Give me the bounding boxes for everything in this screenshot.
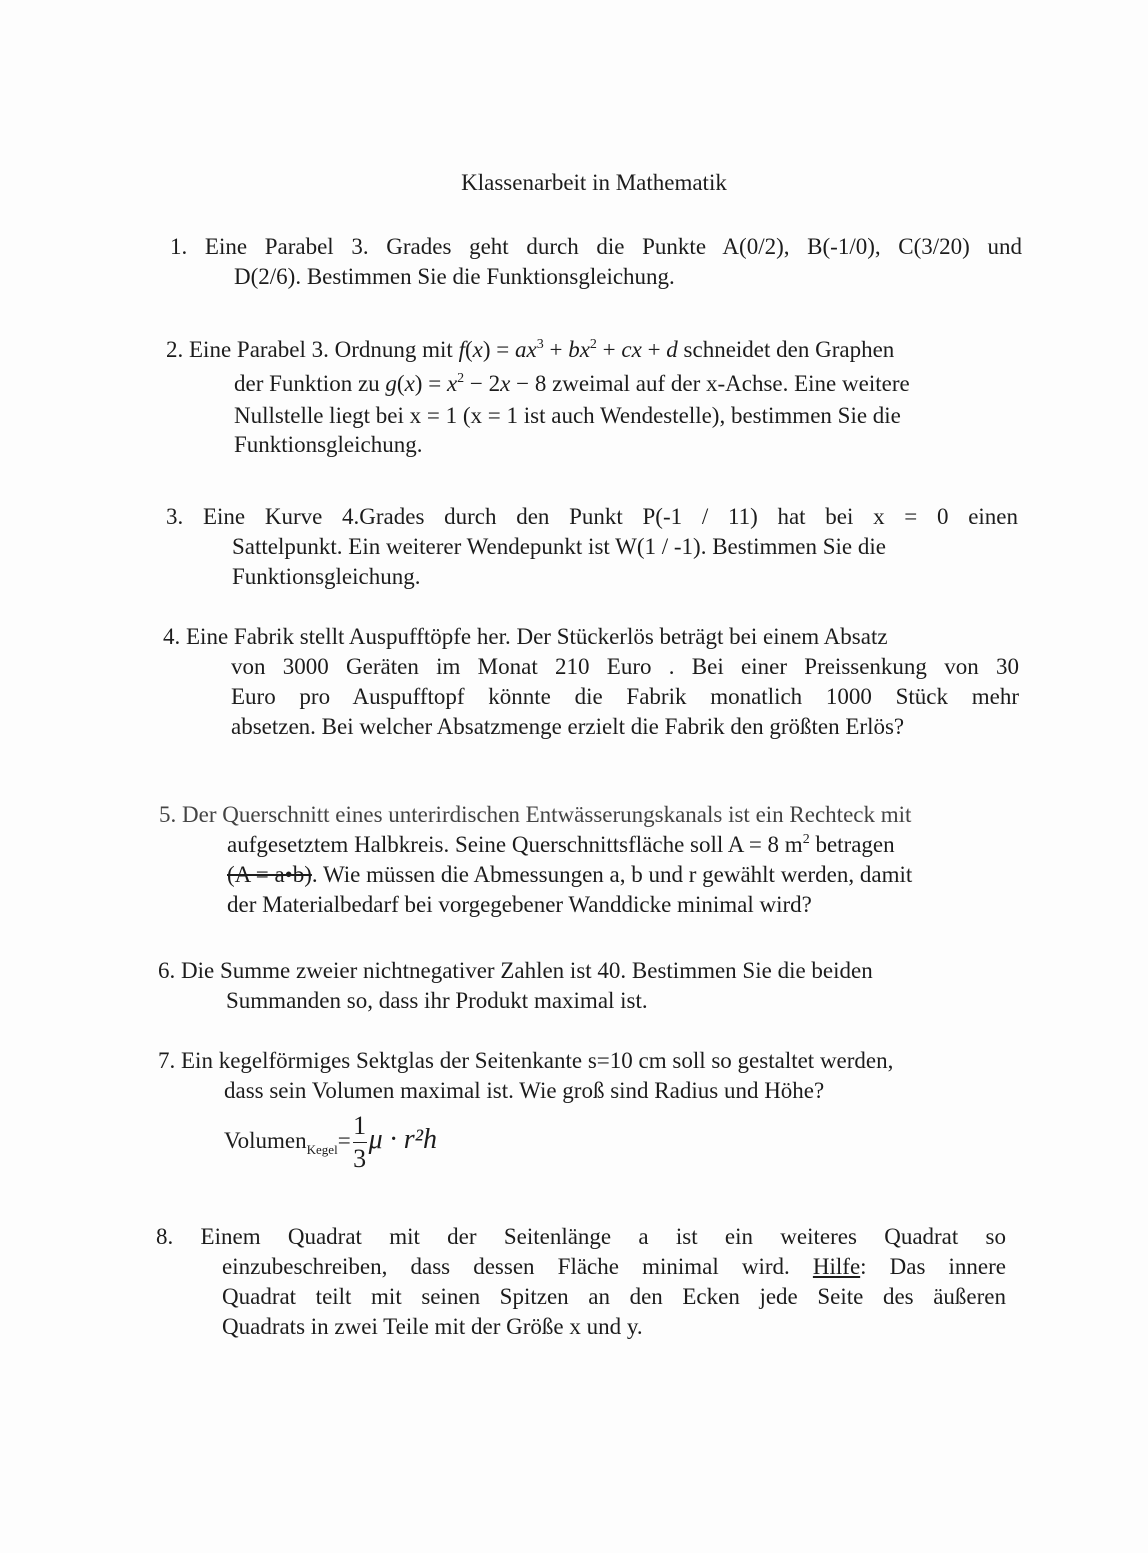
- f-formula-eq: ) =: [482, 337, 515, 362]
- formula-fraction: [353, 1112, 367, 1173]
- task-4-line-2: von 3000 Geräten im Monat 210 Euro . Bei einer Preissenkung von 30: [231, 654, 1019, 679]
- area-exponent: 2: [802, 832, 810, 847]
- f-term-b: bx: [568, 337, 590, 362]
- task-number: 6.: [158, 958, 176, 983]
- fraction-denominator: 3: [353, 1144, 367, 1173]
- task-2-line-2: der Funktion zu $g(x) = x^2 - 2x - 8$ zweimal auf der x-Achse. Eine weitere: [234, 371, 910, 396]
- task-text: zweimal auf der x-Achse. Eine weitere: [552, 371, 910, 396]
- task-text: aufgesetztem Halbkreis. Seine Querschnittsfläche soll A = 8 m: [227, 832, 803, 857]
- task-8-line-1: [156, 1222, 1006, 1252]
- hint-label: Hilfe: [812, 1254, 861, 1279]
- task-text: . Wie müssen die Abmessungen a, b und r gewählt werden, damit: [311, 862, 913, 887]
- task-number: 7.: [158, 1048, 176, 1073]
- task-1-line-2: D(2/6). Bestimmen Sie die Funktionsgleichung.: [234, 264, 675, 289]
- task-text: der Funktion zu: [234, 371, 380, 396]
- task-8-line-4: Quadrats in zwei Teile mit der Größe x und y.: [222, 1314, 643, 1339]
- task-1-line-1: [170, 232, 1022, 262]
- task-3: [166, 502, 1018, 592]
- task-number: 1.: [170, 234, 188, 259]
- task-6-line-2: Summanden so, dass ihr Produkt maximal ist.: [226, 988, 648, 1013]
- page-title: Klassenarbeit in Mathematik: [461, 170, 727, 195]
- task-3-line-3: Funktionsgleichung.: [232, 564, 421, 589]
- task-2-line-4: Funktionsgleichung.: [234, 432, 423, 457]
- task-number: 2.: [166, 337, 184, 362]
- task-7-line-2: dass sein Volumen maximal ist. Wie groß sind Radius und Höhe?: [224, 1078, 825, 1103]
- task-4-line-4: absetzen. Bei welcher Absatzmenge erzielt die Fabrik den größten Erlös?: [231, 714, 905, 739]
- fraction-bar: [353, 1142, 367, 1143]
- task-2-line-1: 2. Eine Parabel 3. Ordnung mit $f(x) = ax^3 + bx^2$ + cx + d schneidet den Graphen: [166, 333, 1026, 367]
- task-6-line-1: [158, 956, 1014, 986]
- task-5-line-3: [159, 860, 1015, 890]
- task-text: Eine Parabel 3. Grades geht durch die Punkte A(0/2), B(-1/0), C(3/20) und: [204, 234, 1023, 259]
- task-6: [158, 956, 1014, 1016]
- task-number: 4.: [163, 624, 181, 649]
- task-number: 3.: [166, 504, 184, 529]
- g-term-2x: x: [500, 371, 511, 396]
- task-5-line-4: der Materialbedarf bei vorgegebener Wanddicke minimal wird?: [227, 892, 812, 917]
- task-text: Ein kegelförmiges Sektglas der Seitenkante s=10 cm soll so gestaltet werden,: [181, 1048, 894, 1073]
- f-formula-paren: (: [464, 337, 473, 362]
- task-text: Die Summe zweier nichtnegativer Zahlen ist 40. Bestimmen Sie die beiden: [181, 958, 873, 983]
- g-formula: g: [385, 371, 397, 396]
- formula-label: Volumen: [224, 1127, 307, 1153]
- f-formula-var: x: [472, 337, 483, 362]
- f-exp-2: 2: [589, 337, 597, 352]
- task-5-line-1: [159, 800, 1015, 830]
- task-8-line-2: [156, 1252, 1006, 1282]
- f-term-c: cx: [621, 337, 642, 362]
- g-formula-var: x: [404, 371, 415, 396]
- task-4-line-1: [163, 622, 1019, 652]
- task-7-line-1: [158, 1046, 1014, 1076]
- fraction-numerator: 1: [353, 1111, 367, 1140]
- f-term-d: d: [666, 337, 678, 362]
- formula-equals: =: [337, 1127, 351, 1153]
- task-1: [170, 232, 1022, 292]
- task-text: : Das innere: [860, 1254, 1007, 1279]
- task-5: [159, 800, 1015, 920]
- struck-formula: (A = a•b): [227, 862, 312, 887]
- f-formula: f: [458, 337, 465, 362]
- g-exp-2: 2: [457, 371, 465, 386]
- f-term-a: ax: [514, 337, 537, 362]
- task-text: einzubeschreiben, dass dessen Fläche minimal wird.: [222, 1254, 790, 1279]
- task-text: schneidet den Graphen: [683, 337, 895, 362]
- task-7: [158, 1046, 1014, 1106]
- task-2-line-3: Nullstelle liegt bei x = 1 (x = 1 ist auch Wendestelle), bestimmen Sie die: [234, 403, 901, 428]
- task-text: betragen: [809, 832, 895, 857]
- task-3-line-2: Sattelpunkt. Ein weiterer Wendepunkt ist W(1 / -1). Bestimmen Sie die: [232, 534, 886, 559]
- task-number: 5.: [159, 802, 177, 827]
- task-text: Der Querschnitt eines unterirdischen Entwässerungskanals ist ein Rechteck mit: [182, 802, 912, 827]
- task-3-line-1: [166, 502, 1018, 532]
- task-5-line-2: [159, 830, 1015, 860]
- g-term-x: x: [446, 371, 458, 396]
- f-exp-3: 3: [536, 337, 544, 352]
- task-text: Einem Quadrat mit der Seitenlänge a ist ein weiteres Quadrat so: [200, 1224, 1007, 1249]
- task-4-line-3: Euro pro Auspufftopf könnte die Fabrik monatlich 1000 Stück mehr: [231, 684, 1019, 709]
- formula-subscript: Kegel: [306, 1141, 338, 1157]
- task-8-line-3: Quadrat teilt mit seinen Spitzen an den Ecken jede Seite des äußeren: [222, 1284, 1006, 1309]
- volume-formula: [224, 1112, 437, 1173]
- task-4: [163, 622, 1019, 742]
- task-text: Eine Parabel 3. Ordnung mit: [189, 337, 453, 362]
- task-number: 8.: [156, 1224, 174, 1249]
- task-8: [156, 1222, 1006, 1342]
- task-text: Eine Kurve 4.Grades durch den Punkt P(-1 / 11) hat bei x = 0 einen: [202, 504, 1018, 529]
- task-2: [166, 333, 1026, 459]
- formula-rest: μ · r²h: [368, 1123, 438, 1155]
- task-text: Eine Fabrik stellt Auspufftöpfe her. Der Stückerlös beträgt bei einem Absatz: [186, 624, 888, 649]
